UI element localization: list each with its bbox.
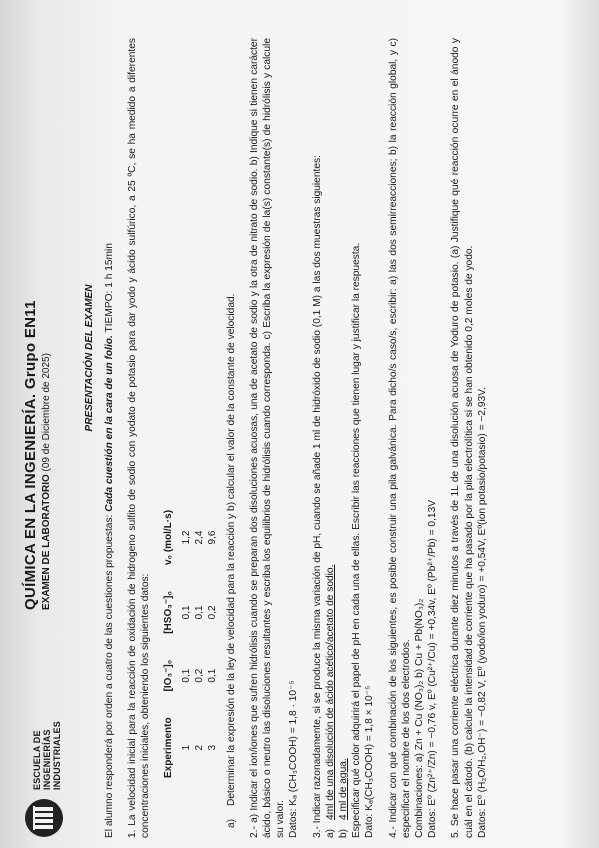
school-name-line2: INDUSTRIALES <box>52 721 62 790</box>
table-row <box>206 484 219 778</box>
experiment-table <box>161 484 219 778</box>
table-cell: 1 <box>180 744 192 751</box>
question-3-part-b <box>337 38 350 838</box>
question-3-text: 3.- Indicar razonadamente, si se produce la misma variación de pH, cuando se añade 1 ml de hidróxido de sodio (0,1 M) a las dos muestras siguientes: <box>311 155 323 838</box>
table-cell: 0,1 <box>193 605 205 620</box>
question-3-text-2: Especificar qué color adquirirá el papel de pH en cada una de ellas. Escribir las reacciones que tienen lugar y justificar la respuesta. <box>351 242 363 838</box>
question-1-part-a <box>225 38 238 828</box>
question-3-data: Dato: Kₐ(CH₃COOH) = 1,8 × 10⁻⁵ <box>364 685 376 838</box>
table-cell: 1,2 <box>180 530 192 545</box>
exam-subtitle <box>41 300 52 610</box>
question-4-text: 4.- Indicar con qué combinación de los siguientes, es posible construir una pila galvánica. Para dicho/s caso/s, escribir: a) las dos semirreacciones; b) la reacción global, y c) especificar el nombre de los dos electrodos. <box>387 38 412 838</box>
question-1-text: 1. La velocidad inicial para la reacción de oxidación de hidrogeno sulfito de sodio con yodato de potasio para dar yodo y ácido sulfúrico, a 25 ºC, se ha medido a diferentes concentraciones iniciales, obteniendo los siguientes datos: <box>127 38 152 838</box>
part-label: a) <box>225 818 237 828</box>
table-cell: 3 <box>206 744 218 751</box>
exam-page <box>22 38 582 838</box>
exam-date: (09 de Diciembre de 2025) <box>41 353 52 472</box>
school-name-line1: ESCUELA DE INGENIERÍAS <box>32 729 52 790</box>
question-5-text: 5. Se hace pasar una corriente eléctrica durante diez minutos a través de 1L de una disolución acuosa de Yoduro de potasio. (a) Justifique qué reacción ocurre en el ánodo y cuál en el cátodo. (b) calcule la intensidad de corriente que ha pasado por la pila electrolítica si se han obtenido 0,2 moles de yodo. <box>450 38 475 838</box>
intro-time: TIEMPO: 1 h 15min <box>104 243 115 333</box>
table-header-row <box>161 484 180 778</box>
section-title: PRESENTACIÓN DEL EXAMEN <box>84 284 95 432</box>
header <box>22 38 64 838</box>
table-cell: 2 <box>193 744 205 751</box>
intro-instruction: Cada cuestión en la cara de un folio. <box>104 335 115 512</box>
table-header: v₀ (mol/L·s) <box>162 509 174 566</box>
table-cell: 0,2 <box>206 605 218 620</box>
question-5-data: Datos: Eº (H₂O/H₂,OH⁻) = −0,82 V, Eº (yodo/ion yoduro) = +0,54V, Eº(ion potasio/potasio) = −2,93V. <box>476 387 488 838</box>
part-label: a) <box>324 828 336 838</box>
question-4-data: Datos: Eº (Zn²⁺/Zn) = −0,76 v, Eº (Cu²⁺/Cu) = +0,34v, Eº (Pb²⁺/Pb) = 0,13V <box>427 499 439 838</box>
part-text: 4ml de una disolución de ácido acético/acetato de sodio. <box>324 564 336 820</box>
table-cell: 0,2 <box>193 668 205 683</box>
exam-title: QUÍMICA EN LA INGENIERÍA. Grupo EN11 <box>22 300 39 610</box>
part-label: b) <box>338 828 350 838</box>
table-cell: 2,4 <box>193 530 205 545</box>
question-2-text: 2.- a) Indicar el ion/iones que sufren hidrólisis cuando se preparan dos disoluciones acuosas, una de acetato de sodio y la otra de nitrato de sodio. b) Indique si tienen carácter ácido, básico o neutro las disoluciones resultantes y escriba los equilibrios de hidrólisis cuando corresponda. c) Escriba la expresión de la(s) constante(s) de hidrólisis y calcule su valor. <box>248 38 287 838</box>
part-text: Determinar la expresión de la ley de velocidad para la reacción y b) calcular el valor de la constante de velocidad. <box>225 293 237 806</box>
table-header: [HSO₃⁻]₀ <box>162 591 174 634</box>
table-cell: 9,6 <box>206 530 218 545</box>
title-block <box>22 300 52 610</box>
table-cell: 0,1 <box>180 668 192 683</box>
table-cell: 0,1 <box>180 605 192 620</box>
part-text: 4 ml de agua. <box>338 758 350 820</box>
school-logo-icon <box>24 798 64 838</box>
table-row <box>193 484 206 778</box>
question-2-data: Datos: Kₐ (CH₃COOH) = 1,8 · 10⁻⁵ <box>288 680 300 838</box>
table-row <box>180 484 193 778</box>
table-header: Experimento <box>162 717 174 778</box>
table-header: [IO₃⁻]₀ <box>162 659 174 692</box>
table-cell: 0,1 <box>206 668 218 683</box>
intro-text: El alumno responderá por orden a cuatro de las cuestiones propuestas: <box>104 514 115 838</box>
intro-paragraph <box>103 38 116 838</box>
question-4-combinations: Combinaciones: a) Zn + Cu (NO₃)₂ b) Cu + Pb(NO₃)₂ <box>414 598 426 838</box>
question-3-part-a <box>324 38 337 838</box>
school-name <box>32 670 62 790</box>
exam-type: EXAMEN DE LABORATORIO <box>41 474 52 610</box>
